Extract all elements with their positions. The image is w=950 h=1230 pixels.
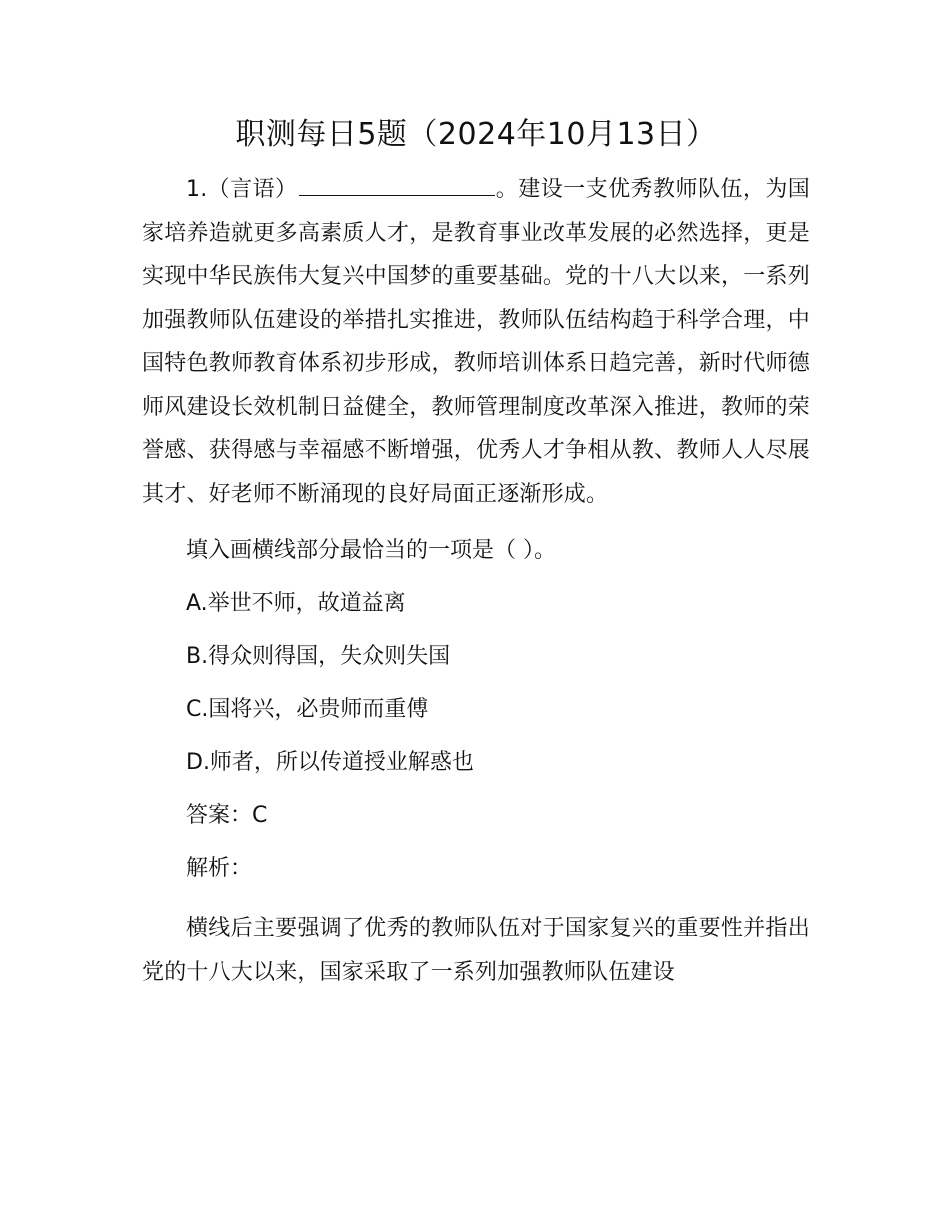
answer-line: 答案：C [186,803,268,828]
fill-blank-line [299,175,495,196]
question-prefix: 1.（言语） [186,177,298,202]
analysis-text: 横线后主要强调了优秀的教师队伍对于国家复兴的重要性并指出党的十八大以来，国家采取了一系列加强教师队伍建设 [142,916,810,985]
document-title: 职测每日5题（2024年10月13日） [235,117,717,152]
analysis-label: 解析： [186,856,253,881]
question-prompt: 填入画横线部分最恰当的一项是（ ）。 [186,538,556,563]
option-b: B.得众则得国，失众则失国 [186,644,451,669]
question-stem [142,168,810,516]
option-a: A.举世不师，故道益离 [186,591,406,616]
question-text: 。建设一支优秀教师队伍，为国家培养造就更多高素质人才，是教育事业改革发展的必然选择，更是实现中华民族伟大复兴中国梦的重要基础。党的十八大以来，一系列加强教师队伍建设的举措扎实推进，教师队伍结构趋于科学合理，中国特色教师教育体系初步形成，教师培训体系日趋完善，新时代师德师风建设长效机制日益健全，教师管理制度改革深入推进，教师的荣誉感、获得感与幸福感不断增强，优秀人才争相从教、教师人人尽展其才、好老师不断涌现的良好局面正逐渐形成。 [142,177,810,507]
document-page [142,110,810,994]
option-c: C.国将兴，必贵师而重傅 [186,697,429,722]
option-d: D.师者，所以传道授业解惑也 [186,750,474,775]
